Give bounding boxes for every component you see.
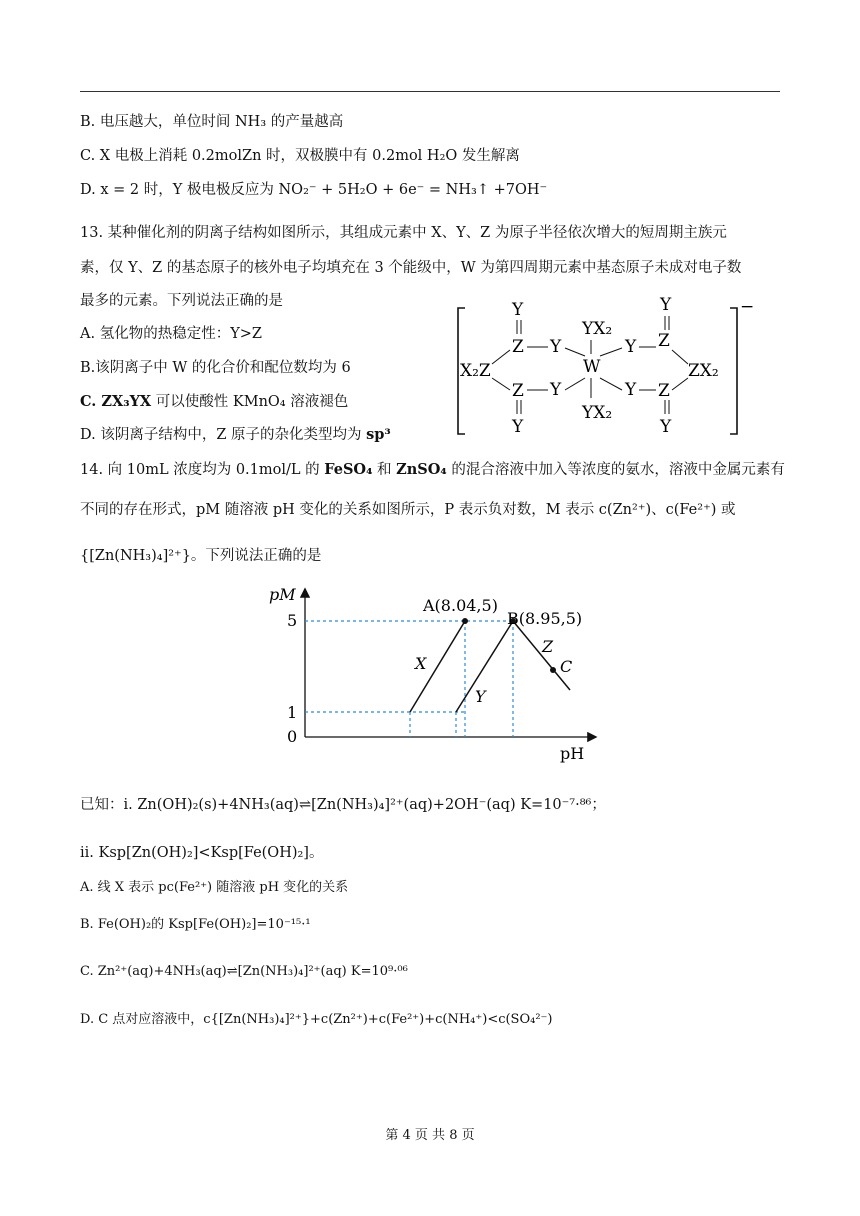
option-b-q14: B. Fe(OH)₂的 Ksp[Fe(OH)₂]=10⁻¹⁵·¹ [80, 917, 311, 932]
known-i: 已知：i. Zn(OH)₂(s)+4NH₃(aq)⇌[Zn(NH₃)₄]²⁺(aq)+2OH⁻(aq) K=10⁻⁷·⁸⁶； [80, 797, 606, 813]
atom-yx2-bottom: YX₂ [582, 403, 613, 423]
q13-stem-1: 13. 某种催化剂的阴离子结构如图所示，其组成元素中 X、Y、Z 为原子半径依次增大的短周期主族元 [80, 225, 727, 241]
atom-y: Y [512, 300, 524, 320]
atom-y: Y [550, 337, 562, 357]
atom-zx2: ZX₂ [688, 361, 719, 381]
d13-text: D. 该阴离子结构中，Z 原子的杂化类型均为 [80, 427, 367, 443]
q14-stem-1 [80, 460, 785, 480]
c13-rest: 可以使酸性 KMnO₄ 溶液褪色 [151, 394, 349, 410]
y-tick-0: 0 [287, 727, 298, 746]
label-series-y: Y [475, 687, 486, 706]
atom-z: Z [512, 337, 524, 357]
q14-znso4: ZnSO₄ [396, 461, 447, 478]
page-footer: 第 4 页 共 8 页 [385, 1128, 475, 1143]
label-a: A(8.04,5) [423, 596, 498, 615]
header-rule [80, 91, 780, 92]
x-axis-label: pH [560, 744, 585, 763]
c13-formula: C. ZX₃YX [80, 393, 152, 410]
q13-stem-3: 最多的元素。下列说法正确的是 [80, 293, 283, 309]
option-b-q13: B.该阴离子中 W 的化合价和配位数均为 6 [80, 360, 351, 376]
option-a-q14: A. 线 X 表示 pc(Fe²⁺) 随溶液 pH 变化的关系 [80, 880, 349, 895]
anion-structure-diagram [440, 290, 780, 445]
known-ii: ii. Ksp[Zn(OH)₂]<Ksp[Fe(OH)₂]。 [80, 845, 324, 861]
q14-stem-2: 不同的存在形式，pM 随溶液 pH 变化的关系如图所示，P 表示负对数，M 表示 c(Zn²⁺)、c(Fe²⁺) 或 [80, 502, 736, 518]
label-series-x: X [415, 654, 427, 673]
option-c-q13 [80, 392, 348, 412]
q14-feso4: FeSO₄ [324, 461, 373, 478]
atom-y: Y [512, 417, 524, 437]
point-a [462, 618, 468, 624]
atom-y: Y [550, 380, 562, 400]
q13-stem-2: 素，仅 Y、Z 的基态原子的核外电子均填充在 3 个能级中，W 为第四周期元素中基态原子未成对电子数 [80, 260, 742, 276]
atom-yx2-top: YX₂ [582, 319, 613, 339]
q14-stem-1e: 的混合溶液中加入等浓度的氨水，溶液中金属元素有 [446, 462, 785, 478]
option-b-q12: B. 电压越大，单位时间 NH₃ 的产量越高 [80, 114, 344, 130]
option-a-q13: A. 氢化物的热稳定性：Y>Z [80, 326, 262, 342]
q14-stem-1a: 14. 向 10mL 浓度均为 0.1mol/L 的 [80, 462, 325, 478]
y-tick-5: 5 [287, 611, 298, 630]
point-c [550, 667, 556, 673]
pm-ph-chart [255, 582, 615, 782]
y-axis-label: pM [269, 585, 296, 604]
label-series-z: Z [542, 637, 554, 656]
charge: − [740, 297, 755, 317]
option-c-q14: C. Zn²⁺(aq)+4NH₃(aq)⇌[Zn(NH₃)₄]²⁺(aq) K=10⁹·⁰⁶ [80, 964, 408, 979]
option-d-q12: D. x = 2 时，Y 极电极反应为 NO₂⁻ + 5H₂O + 6e⁻ = NH₃↑ +7OH⁻ [80, 182, 548, 198]
atom-z: Z [658, 381, 670, 401]
atom-x2z: X₂Z [460, 361, 491, 381]
atom-w: W [583, 357, 601, 377]
label-b: B(8.95,5) [507, 609, 583, 628]
atom-y: Y [660, 417, 672, 437]
atom-y: Y [625, 337, 637, 357]
y-tick-1: 1 [287, 703, 298, 722]
label-c: C [560, 657, 573, 676]
atom-z: Z [512, 381, 524, 401]
option-c-q12: C. X 电极上消耗 0.2molZn 时，双极膜中有 0.2mol H₂O 发生解离 [80, 148, 520, 164]
option-d-q13 [80, 425, 391, 445]
d13-bold: sp³ [366, 426, 391, 443]
option-d-q14: D. C 点对应溶液中，c{[Zn(NH₃)₄]²⁺}+c(Zn²⁺)+c(Fe²⁺)+c(NH₄⁺)<c(SO₄²⁻) [80, 1012, 553, 1027]
atom-y: Y [660, 295, 672, 315]
atom-y: Y [625, 380, 637, 400]
atom-z: Z [658, 331, 670, 351]
q14-stem-1c: 和 [372, 462, 397, 478]
q14-stem-3: {[Zn(NH₃)₄]²⁺}。下列说法正确的是 [80, 548, 322, 564]
